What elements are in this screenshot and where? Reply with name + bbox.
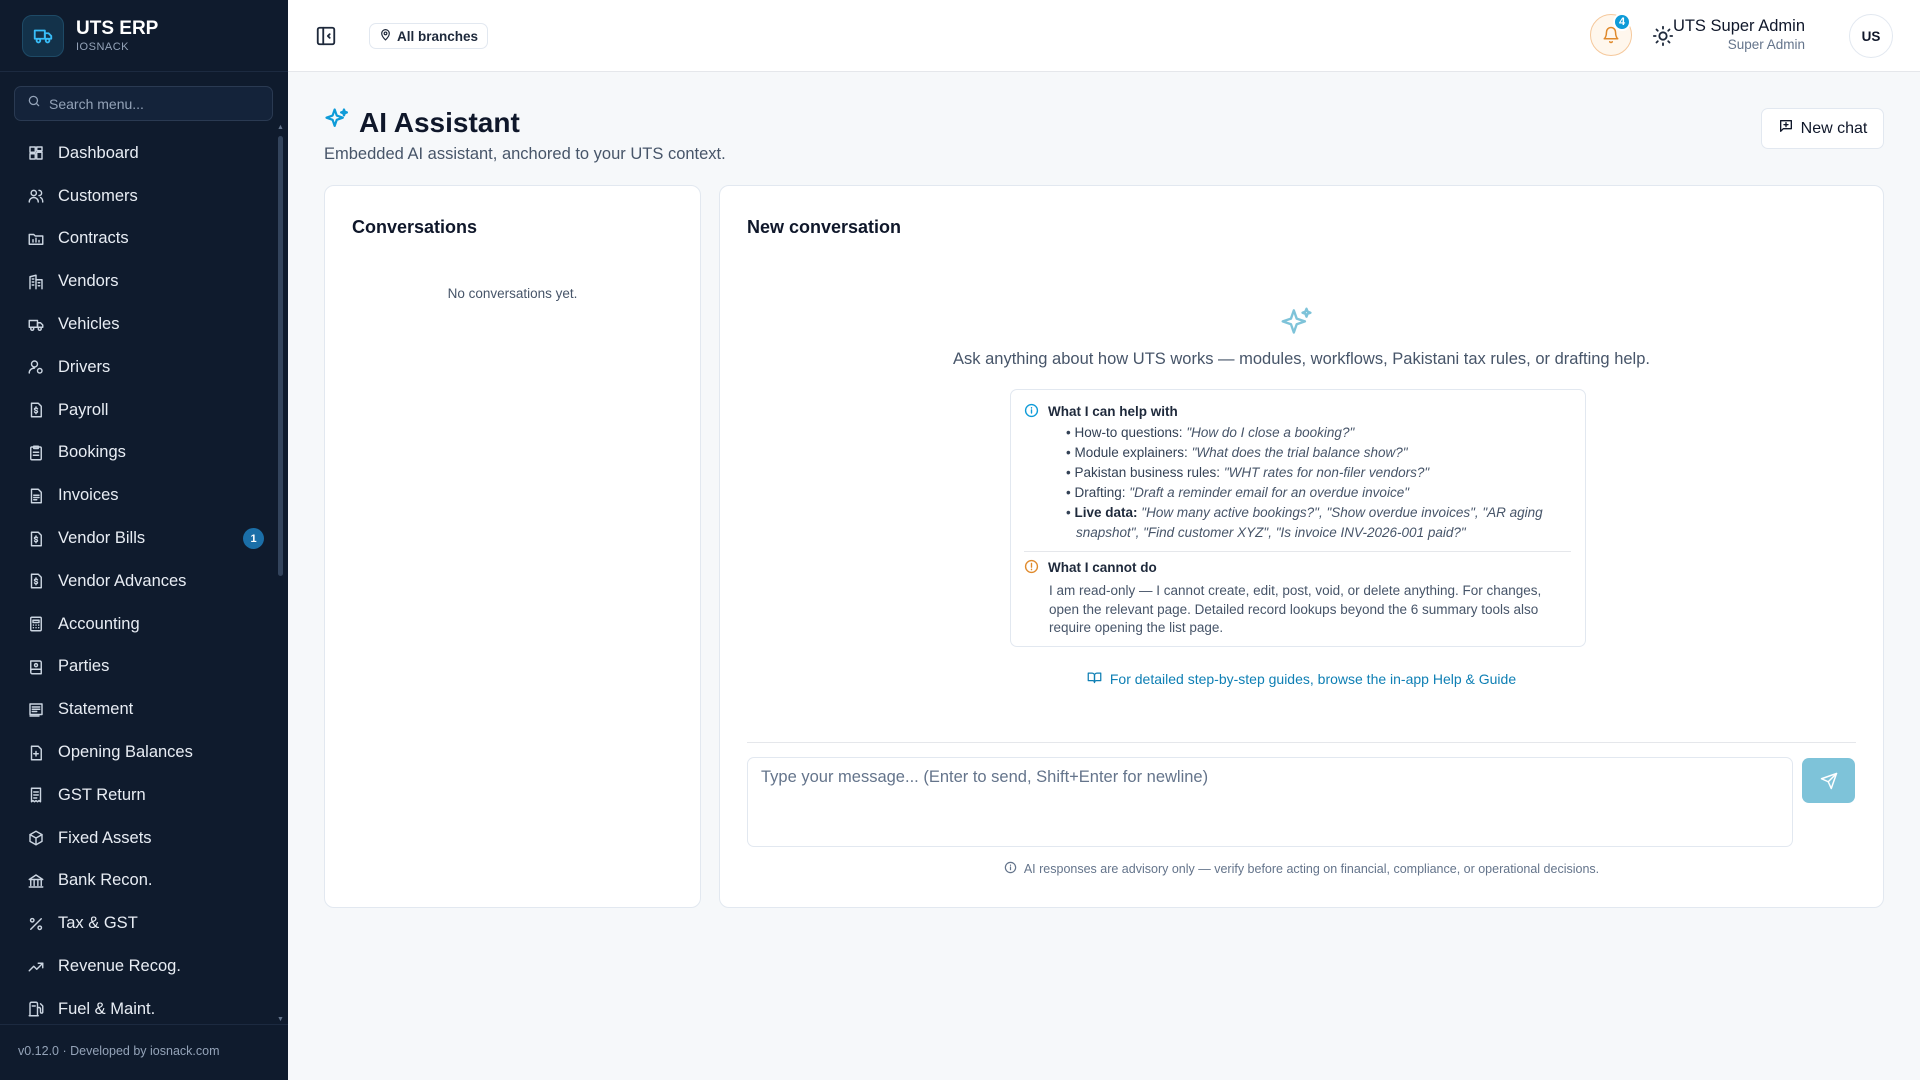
brand-subtitle: IOSNACK <box>76 41 130 53</box>
sidebar-item-fuel-maint[interactable] <box>14 988 276 1022</box>
sidebar-item-label: Tax & GST <box>58 914 138 933</box>
scrollbar-thumb[interactable] <box>278 136 283 576</box>
sidebar-item-label: Vendor Advances <box>58 571 187 590</box>
list-item <box>1066 483 1571 503</box>
version-text: v0.12.0 · Developed by iosnack.com <box>18 1044 220 1058</box>
dollar-file-icon <box>26 529 46 549</box>
capability-label: Drafting: <box>1074 485 1126 500</box>
truck-icon <box>26 315 46 335</box>
user-menu[interactable] <box>1673 16 1805 53</box>
count-badge: 1 <box>243 528 264 549</box>
sidebar-item-vehicles[interactable] <box>14 303 276 346</box>
folder-icon <box>26 229 46 249</box>
sidebar-item-statement[interactable] <box>14 688 276 731</box>
page-title: AI Assistant <box>359 106 520 138</box>
sidebar-item-label: Statement <box>58 700 134 719</box>
sidebar-item-tax-gst[interactable] <box>14 902 276 945</box>
sidebar-item-label: Bookings <box>58 443 126 462</box>
sidebar-item-invoices[interactable] <box>14 474 276 517</box>
dashboard-icon <box>26 143 46 163</box>
calculator-icon <box>26 614 46 634</box>
book-open-icon <box>1087 670 1102 688</box>
users-icon <box>26 186 46 206</box>
file-plus-icon <box>26 743 46 763</box>
notification-count-badge: 4 <box>1613 13 1631 31</box>
sidebar-item-fixed-assets[interactable] <box>14 817 276 860</box>
sparkles-icon <box>1278 304 1316 342</box>
sidebar-item-label: Vendor Bills <box>58 529 146 548</box>
sidebar-item-customers[interactable] <box>14 175 276 218</box>
intro-text: Ask anything about how UTS works — modules, workflows, Pakistani tax rules, or drafting help. <box>953 350 1650 368</box>
sidebar-item-vendor-advances[interactable] <box>14 560 276 603</box>
brand[interactable] <box>22 14 158 58</box>
user-role: Super Admin <box>1727 37 1805 52</box>
sidebar-item-label: Fuel & Maint. <box>58 999 156 1018</box>
sidebar-item-payroll[interactable] <box>14 389 276 432</box>
sidebar-item-dashboard[interactable] <box>14 132 276 175</box>
new-chat-button[interactable] <box>1761 108 1884 149</box>
conversations-title: Conversations <box>352 217 478 237</box>
divider <box>0 1024 288 1025</box>
chat-title: New conversation <box>747 217 902 237</box>
capability-label: Pakistan business rules: <box>1074 465 1221 480</box>
building-icon <box>26 272 46 292</box>
sidebar-item-revenue-recog[interactable] <box>14 945 276 988</box>
divider <box>1024 551 1571 552</box>
help-guide-link-label: For detailed step-by-step guides, browse the in-app Help & Guide <box>1109 671 1517 687</box>
chat-panel <box>719 185 1884 908</box>
cannot-title: What I cannot do <box>1048 560 1157 575</box>
message-plus-icon <box>1778 118 1794 139</box>
sidebar-item-label: Accounting <box>58 614 140 633</box>
warning-info-icon <box>1024 559 1039 577</box>
capability-example: "WHT rates for non-filer vendors?" <box>1223 465 1430 480</box>
box-icon <box>26 828 46 848</box>
list-item <box>1066 423 1571 443</box>
divider <box>0 71 288 72</box>
sidebar-item-drivers[interactable] <box>14 346 276 389</box>
capability-example: "How do I close a booking?" <box>1186 425 1355 440</box>
branch-selector[interactable] <box>369 23 488 49</box>
help-guide-link[interactable] <box>720 670 1883 688</box>
sidebar-menu <box>14 132 276 1022</box>
invoice-icon <box>26 486 46 506</box>
search-icon <box>27 94 41 113</box>
sidebar-toggle-button[interactable] <box>314 24 338 48</box>
map-pin-icon <box>379 28 392 44</box>
page-header <box>323 106 520 139</box>
sidebar-item-label: Vehicles <box>58 315 120 334</box>
trend-icon <box>26 957 46 977</box>
sidebar-item-label: Payroll <box>58 400 109 419</box>
send-button[interactable] <box>1802 758 1855 803</box>
capability-label: Module explainers: <box>1074 445 1188 460</box>
divider <box>747 742 1856 743</box>
sidebar-item-label: Opening Balances <box>58 743 193 762</box>
conversations-panel <box>324 185 701 908</box>
sidebar-item-opening-balances[interactable] <box>14 731 276 774</box>
bank-icon <box>26 871 46 891</box>
sidebar-item-bookings[interactable] <box>14 432 276 475</box>
disclaimer-text: AI responses are advisory only — verify before acting on financial, compliance, or operational decisions. <box>1023 862 1600 876</box>
sidebar-scrollbar[interactable] <box>277 124 284 1024</box>
capability-example: "What does the trial balance show?" <box>1191 445 1408 460</box>
panel-left-icon <box>315 25 337 47</box>
sidebar-item-label: Customers <box>58 186 138 205</box>
sidebar-item-accounting[interactable] <box>14 603 276 646</box>
scroll-up-icon[interactable]: ▲ <box>277 124 284 131</box>
truck-logo-icon <box>22 15 64 57</box>
dollar-file-icon <box>26 400 46 420</box>
sidebar-item-label: Parties <box>58 657 110 676</box>
sidebar-item-label: Invoices <box>58 486 119 505</box>
dollar-file-icon <box>26 571 46 591</box>
send-icon <box>1820 772 1838 790</box>
avatar[interactable]: US <box>1849 14 1893 58</box>
info-icon <box>1004 861 1017 877</box>
sidebar-item-contracts[interactable] <box>14 218 276 261</box>
scroll-down-icon[interactable]: ▼ <box>277 1016 284 1023</box>
page-subtitle: Embedded AI assistant, anchored to your UTS context. <box>324 145 726 163</box>
can-help-list <box>1066 423 1571 543</box>
sidebar-item-label: Fixed Assets <box>58 828 152 847</box>
sidebar-item-parties[interactable] <box>14 646 276 689</box>
branch-label: All branches <box>397 28 479 44</box>
list-item <box>1066 443 1571 463</box>
sidebar-item-label: Drivers <box>58 357 111 376</box>
sparkles-icon <box>323 106 351 139</box>
user-icon <box>26 357 46 377</box>
sidebar-item-label: Revenue Recog. <box>58 957 181 976</box>
sidebar-item-vendors[interactable] <box>14 260 276 303</box>
can-help-title: What I can help with <box>1048 404 1178 419</box>
disclaimer <box>720 861 1883 877</box>
sidebar-item-label: Bank Recon. <box>58 871 153 890</box>
list-item <box>1066 463 1571 483</box>
capability-label: How-to questions: <box>1074 425 1183 440</box>
clipboard-icon <box>26 443 46 463</box>
topbar <box>288 0 1920 72</box>
capability-example: "How many active bookings?", "Show overdue invoices", "AR aging snapshot", "Find customer XYZ", "Is invoice INV-2026-001 paid?" <box>1076 505 1543 540</box>
fuel-icon <box>26 999 46 1019</box>
percent-icon <box>26 914 46 934</box>
info-icon <box>1024 403 1039 421</box>
capability-example: "Draft a reminder email for an overdue invoice" <box>1129 485 1409 500</box>
capability-label: Live data: <box>1074 505 1138 520</box>
list-item <box>1066 503 1571 543</box>
sidebar-item-label: Dashboard <box>58 143 139 162</box>
sidebar-item-bank-recon[interactable] <box>14 860 276 903</box>
empty-state-text: No conversations yet. <box>447 286 578 301</box>
user-name: UTS Super Admin <box>1672 17 1805 35</box>
brand-name: UTS ERP <box>76 18 159 39</box>
sidebar-item-label: Vendors <box>58 272 119 291</box>
sun-icon <box>1652 25 1674 47</box>
sidebar-item-label: GST Return <box>58 785 146 804</box>
sidebar-item-gst-return[interactable] <box>14 774 276 817</box>
new-chat-label: New chat <box>1800 119 1868 137</box>
book-icon <box>26 657 46 677</box>
search-input[interactable] <box>49 96 259 112</box>
menu-search[interactable] <box>14 86 273 121</box>
capabilities-box <box>1010 389 1586 647</box>
cannot-text: I am read-only — I cannot create, edit, post, void, or delete anything. For changes, open the relevant page. Detailed record lookups beyond the 6 summary tools also require opening the list page. <box>1049 583 1542 635</box>
sidebar-item-label: Contracts <box>58 229 129 248</box>
sidebar-item-vendor-bills[interactable] <box>14 517 276 560</box>
receipt-icon <box>26 785 46 805</box>
message-input[interactable] <box>747 757 1793 847</box>
statement-icon <box>26 700 46 720</box>
sidebar <box>0 0 288 1080</box>
